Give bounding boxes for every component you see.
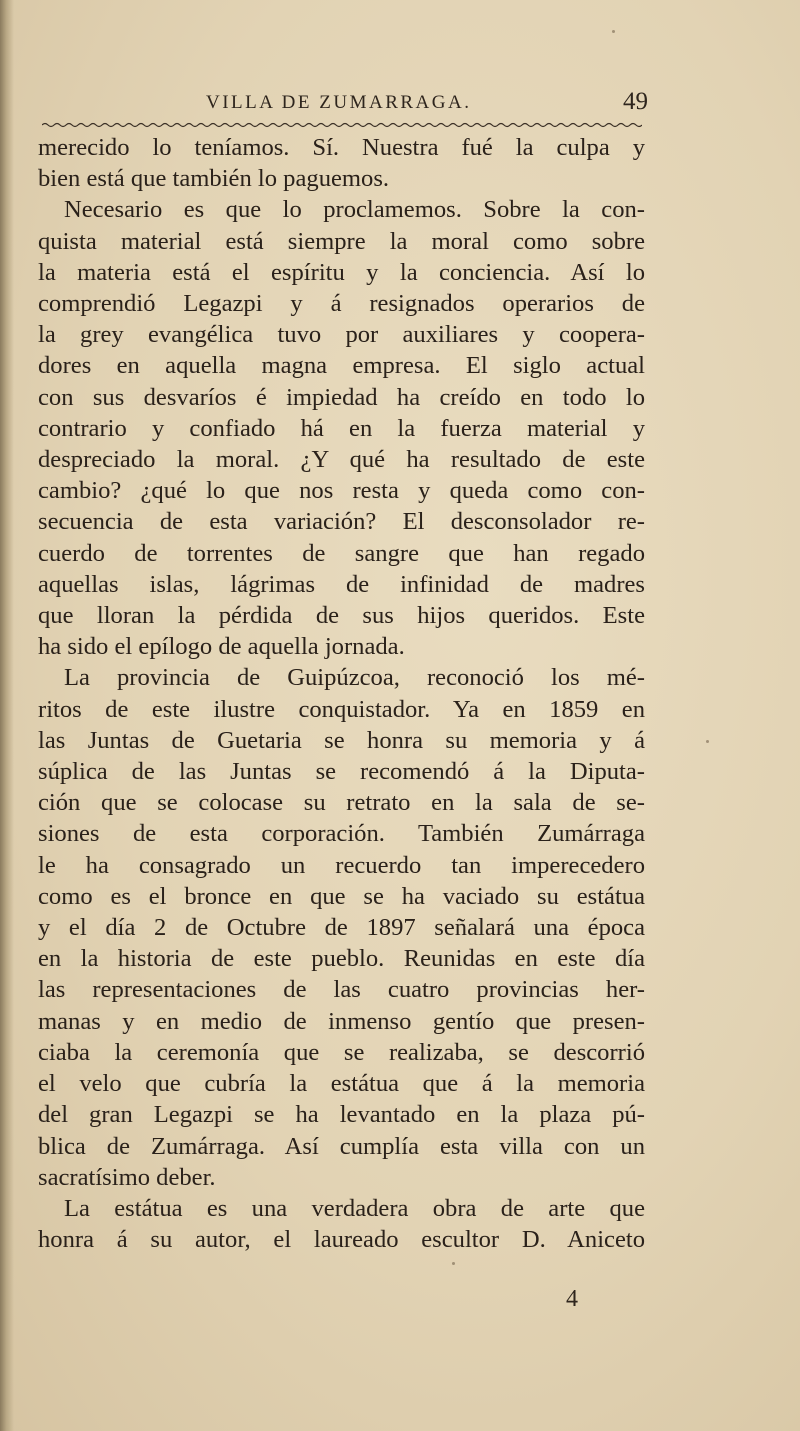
text-line: aquellas islas, lágrimas de infinidad de madres [38,570,645,598]
text-line: súplica de las Juntas se recomendó á la Diputa- [38,758,645,786]
text-line: Necesario es que lo proclamemos. Sobre la con- [64,196,645,224]
text-line: honra á su autor, el laureado escultor D. Aniceto [38,1226,645,1254]
paper-speck [612,30,615,33]
text-line: del gran Legazpi se ha levantado en la plaza pú- [38,1101,645,1129]
text-line: blica de Zumárraga. Así cumplía esta villa con un [38,1132,645,1160]
text-line: secuencia de esta variación? El desconsolador re- [38,508,645,536]
paper-speck [452,1262,455,1265]
text-line: despreciado la moral. ¿Y qué ha resultado de este [38,446,645,474]
text-line: que lloran la pérdida de sus hijos queridos. Este [38,602,645,630]
text-line: bien está que también lo paguemos. [38,165,390,193]
text-line: las representaciones de las cuatro provincias her- [38,976,645,1004]
text-line: le ha consagrado un recuerdo tan imperecedero [38,851,645,879]
text-line: el velo que cubría la estátua que á la memoria [38,1070,645,1098]
printer-signature-mark: 4 [566,1286,578,1312]
text-line: siones de esta corporación. También Zumárraga [38,820,645,848]
text-line: quista material está siempre la moral como sobre [38,227,645,255]
text-line: la materia está el espíritu y la conciencia. Así lo [38,258,645,286]
page-spine-shadow [0,0,14,1431]
text-line: ción que se colocase su retrato en la sala de se- [38,789,645,817]
paper-speck [706,740,709,743]
text-line: manas y en medio de inmenso gentío que presen- [38,1007,645,1035]
text-line: sacratísimo deber. [38,1163,216,1191]
text-line: en la historia de este pueblo. Reunidas en este día [38,945,645,973]
body-text [38,132,645,1255]
text-line: con sus desvaríos é impiedad ha creído en todo lo [38,383,645,411]
text-line: contrario y confiado há en la fuerza material y [38,414,645,442]
text-line: ciaba la ceremonía que se realizaba, se descorrió [38,1038,645,1066]
running-head [38,90,648,120]
text-line: ha sido el epílogo de aquella jornada. [38,633,405,661]
text-line: comprendió Legazpi y á resignados operarios de [38,290,645,318]
ornamental-wavy-rule [42,122,642,128]
text-line: cambio? ¿qué lo que nos resta y queda como con- [38,477,645,505]
text-line: la grey evangélica tuvo por auxiliares y coopera- [38,321,645,349]
text-line: cuerdo de torrentes de sangre que han regado [38,539,645,567]
running-title: VILLA DE ZUMARRAGA. [206,92,472,113]
text-line: dores en aquella magna empresa. El siglo actual [38,352,645,380]
text-line: La provincia de Guipúzcoa, reconoció los mé- [64,664,645,692]
text-line: merecido lo teníamos. Sí. Nuestra fué la culpa y [38,134,645,161]
page-number: 49 [623,88,648,115]
text-line: ritos de este ilustre conquistador. Ya en 1859 en [38,695,645,723]
text-line: como es el bronce en que se ha vaciado su estátua [38,882,645,910]
text-line: las Juntas de Guetaria se honra su memoria y á [38,726,645,754]
text-line: La estátua es una verdadera obra de arte que [64,1194,645,1222]
text-line: y el día 2 de Octubre de 1897 señalará una época [38,914,645,942]
